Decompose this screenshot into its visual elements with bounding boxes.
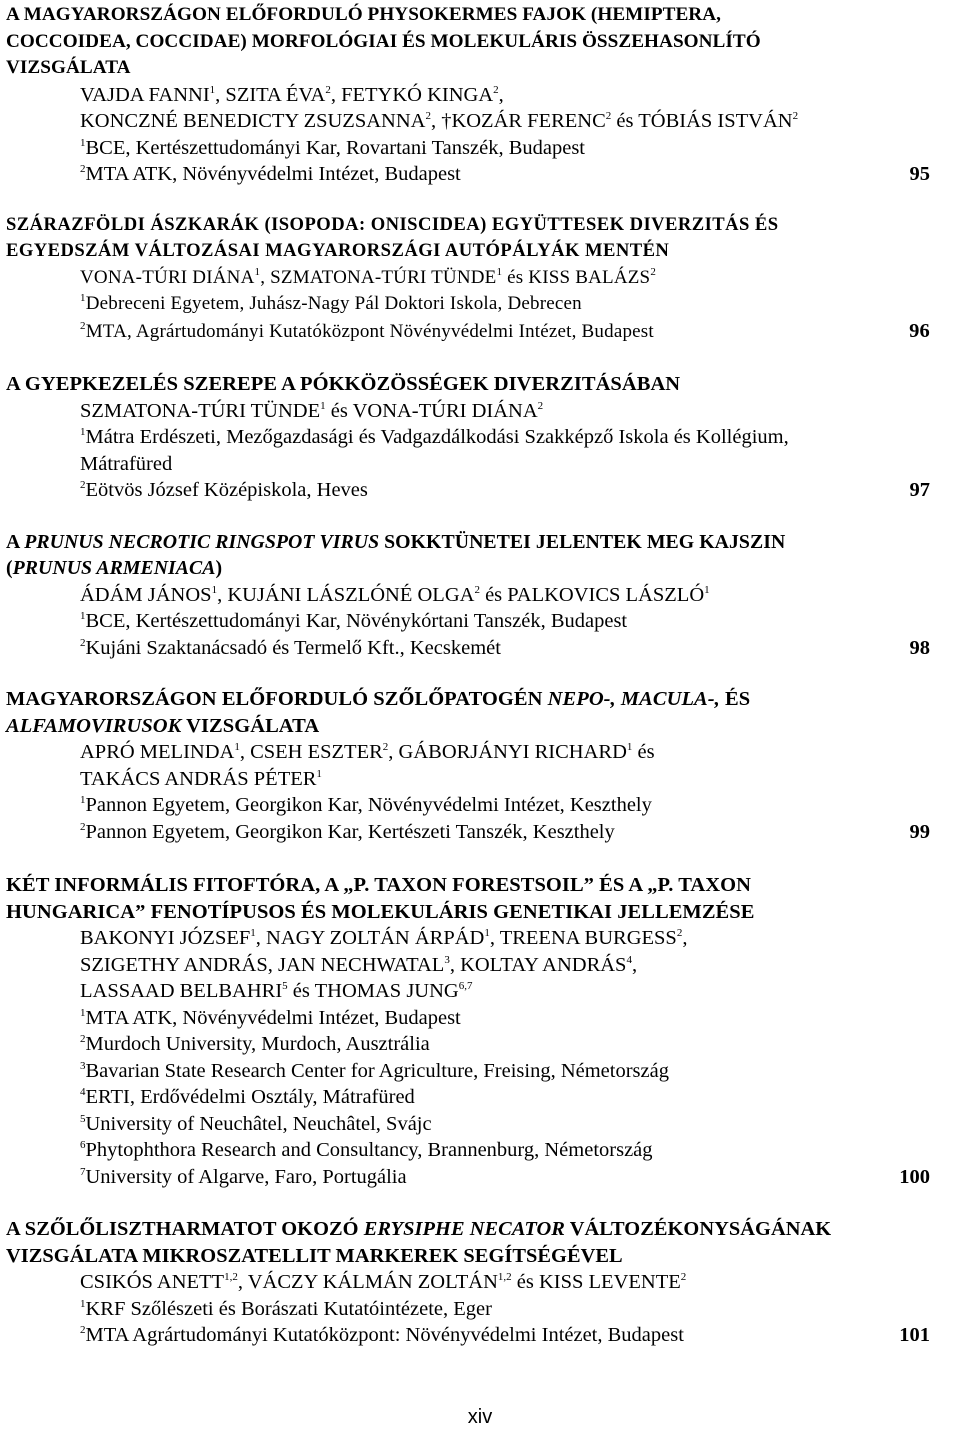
title-line: KÉT INFORMÁLIS FITOFTÓRA, A „P. TAXON FORESTSOIL” ÉS A „P. TAXON <box>6 874 751 896</box>
contents-entry <box>6 371 960 504</box>
entry-title <box>6 371 960 398</box>
contents-entry <box>6 686 960 845</box>
affiliation-line: $^1$KRF Szőlészeti és Borászati Kutatóintézete, Eger <box>80 1297 492 1320</box>
authors-line: CSIKÓS ANETT$^{1,2}$, VÁCZY KÁLMÁN ZOLTÁN$^{1,2}$ és KISS LEVENTE$^2$ <box>80 1271 687 1293</box>
title-line: HUNGARICA” FENOTÍPUSOS ÉS MOLEKULÁRIS GENETIKAI JELLEMZÉSE <box>6 900 755 923</box>
title-line: VIZSGÁLATA <box>6 57 131 78</box>
affiliation-line: $^1$BCE, Kertészettudományi Kar, Rovartani Tanszék, Budapest <box>80 136 585 159</box>
affiliation-line: $^2$MTA ATK, Növényvédelmi Intézet, Budapest 95 <box>80 161 960 188</box>
entry-details <box>6 398 960 504</box>
authors-line: SZIGETHY ANDRÁS, JAN NECHWATAL$^3$, KOLTAY ANDRÁS$^4$, <box>80 953 638 976</box>
page-number: 97 <box>909 479 930 501</box>
authors-line: BAKONYI JÓZSEF$^1$, NAGY ZOLTÁN ÁRPÁD$^1$, TREENA BURGESS$^2$, <box>80 927 688 949</box>
authors-line: LASSAAD BELBAHRI$^5$ és THOMAS JUNG$^{6,7}$ <box>80 980 473 1002</box>
entry-details <box>6 82 960 188</box>
entry-details <box>6 1269 960 1349</box>
contents-entry <box>6 1216 960 1349</box>
authors-line: KONCZNÉ BENEDICTY ZSUZSANNA$^2$, †KOZÁR FERENC$^2$ és TÓBIÁS ISTVÁN$^2$ <box>80 110 799 132</box>
title-line: COCCOIDEA, COCCIDAE) MORFOLÓGIAI ÉS MOLEKULÁRIS ÖSSZEHASONLÍTÓ <box>6 30 761 52</box>
title-line: MAGYARORSZÁGON ELŐFORDULÓ SZŐLŐPATOGÉN NEPO-, MACULA-, ÉS <box>6 688 751 710</box>
entry-title <box>6 529 960 582</box>
entry-details <box>6 925 960 1190</box>
page-number: 96 <box>909 319 930 342</box>
entry-details <box>6 739 960 845</box>
entry-title <box>6 686 960 739</box>
page-number: 101 <box>899 1324 930 1346</box>
affiliation-line: $^1$Mátra Erdészeti, Mezőgazdasági és Vadgazdálkodási Szakképző Iskola és Kollégium, <box>80 426 789 448</box>
affiliation-line: $^2$MTA, Agrártudományi Kutatóközpont Növényvédelmi Intézet, Budapest 96 <box>80 318 960 346</box>
title-line: A GYEPKEZELÉS SZEREPE A PÓKKÖZÖSSÉGEK DIVERZITÁSÁBAN <box>6 373 681 395</box>
authors-line: VONA-TÚRI DIÁNA$^1$, SZMATONA-TÚRI TÜNDE$^1$ és KISS BALÁZS$^2$ <box>80 265 657 288</box>
contents-entry <box>6 212 960 346</box>
entry-title <box>6 212 960 265</box>
entry-title <box>6 1216 960 1269</box>
entry-title <box>6 872 960 925</box>
affiliation-line: $^3$Bavarian State Research Center for Agriculture, Freising, Németország <box>80 1059 669 1082</box>
affiliation-line: $^5$University of Neuchâtel, Neuchâtel, Svájc <box>80 1112 432 1135</box>
affiliation-line: $^2$Murdoch University, Murdoch, Ausztrália <box>80 1033 430 1055</box>
authors-line: VAJDA FANNI$^1$, SZITA ÉVA$^2$, FETYKÓ KINGA$^2$, <box>80 83 504 106</box>
page-number: 98 <box>909 636 930 659</box>
title-line: A PRUNUS NECROTIC RINGSPOT VIRUS SOKKTÜNETEI JELENTEK MEG KAJSZIN <box>6 530 786 553</box>
affiliation-line: $^2$Kujáni Szaktanácsadó és Termelő Kft., Kecskemét 98 <box>80 635 960 662</box>
affiliation-line: $^1$BCE, Kertészettudományi Kar, Növénykórtani Tanszék, Budapest <box>80 610 628 632</box>
affiliation-line: $^1$Debreceni Egyetem, Juhász-Nagy Pál Doktori Iskola, Debrecen <box>80 292 582 314</box>
contents-entry <box>6 529 960 662</box>
affiliation-line: $^7$University of Algarve, Faro, Portugália 100 <box>80 1164 960 1191</box>
title-line: SZÁRAZFÖLDI ÁSZKARÁK (ISOPODA: ONISCIDEA) EGYÜTTESEK DIVERZITÁS ÉS <box>6 213 779 235</box>
affiliation-line: $^1$MTA ATK, Növényvédelmi Intézet, Budapest <box>80 1006 461 1029</box>
title-line: EGYEDSZÁM VÁLTOZÁSAI MAGYARORSZÁGI AUTÓPÁLYÁK MENTÉN <box>6 240 670 261</box>
affiliation-line: Mátrafüred <box>80 452 173 475</box>
authors-line: SZMATONA-TÚRI TÜNDE$^1$ és VONA-TÚRI DIÁNA$^2$ <box>80 399 544 422</box>
title-line: (PRUNUS ARMENIACA) <box>6 557 223 579</box>
affiliation-line: $^1$Pannon Egyetem, Georgikon Kar, Növényvédelmi Intézet, Keszthely <box>80 794 652 816</box>
contents-entry <box>6 872 960 1190</box>
title-line: A MAGYARORSZÁGON ELŐFORDULÓ PHYSOKERMES FAJOK (HEMIPTERA, <box>6 4 721 25</box>
affiliation-line: $^4$ERTI, Erdővédelmi Osztály, Mátrafüred <box>80 1086 415 1108</box>
page-number: 99 <box>909 820 930 843</box>
page-number: 100 <box>899 1165 930 1188</box>
page-number: 95 <box>909 163 930 185</box>
entry-details <box>6 265 960 346</box>
entry-details <box>6 582 960 662</box>
authors-line: ÁDÁM JÁNOS$^1$, KUJÁNI LÁSZLÓNÉ OLGA$^2$ és PALKOVICS LÁSZLÓ$^1$ <box>80 583 710 606</box>
contents-entry <box>6 2 960 188</box>
title-line: A SZŐLŐLISZTHARMATOT OKOZÓ ERYSIPHE NECATOR VÁLTOZÉKONYSÁGÁNAK <box>6 1218 832 1240</box>
authors-line: APRÓ MELINDA$^1$, CSEH ESZTER$^2$, GÁBORJÁNYI RICHARD$^1$ és <box>80 741 655 763</box>
entry-title <box>6 2 960 82</box>
page-footer-number: xiv <box>467 1406 493 1428</box>
affiliation-line: $^2$Pannon Egyetem, Georgikon Kar, Kertészeti Tanszék, Keszthely 99 <box>80 819 960 846</box>
title-line: VIZSGÁLATA MIKROSZATELLIT MARKEREK SEGÍTSÉGÉVEL <box>6 1244 623 1267</box>
affiliation-line: $^2$Eötvös József Középiskola, Heves 97 <box>80 477 960 504</box>
affiliation-line: $^6$Phytophthora Research and Consultancy, Brannenburg, Németország <box>80 1139 653 1161</box>
affiliation-line: $^2$MTA Agrártudományi Kutatóközpont: Növényvédelmi Intézet, Budapest 101 <box>80 1322 960 1349</box>
title-line: ALFAMOVIRUSOK VIZSGÁLATA <box>6 714 320 737</box>
authors-line: TAKÁCS ANDRÁS PÉTER$^1$ <box>80 767 322 790</box>
